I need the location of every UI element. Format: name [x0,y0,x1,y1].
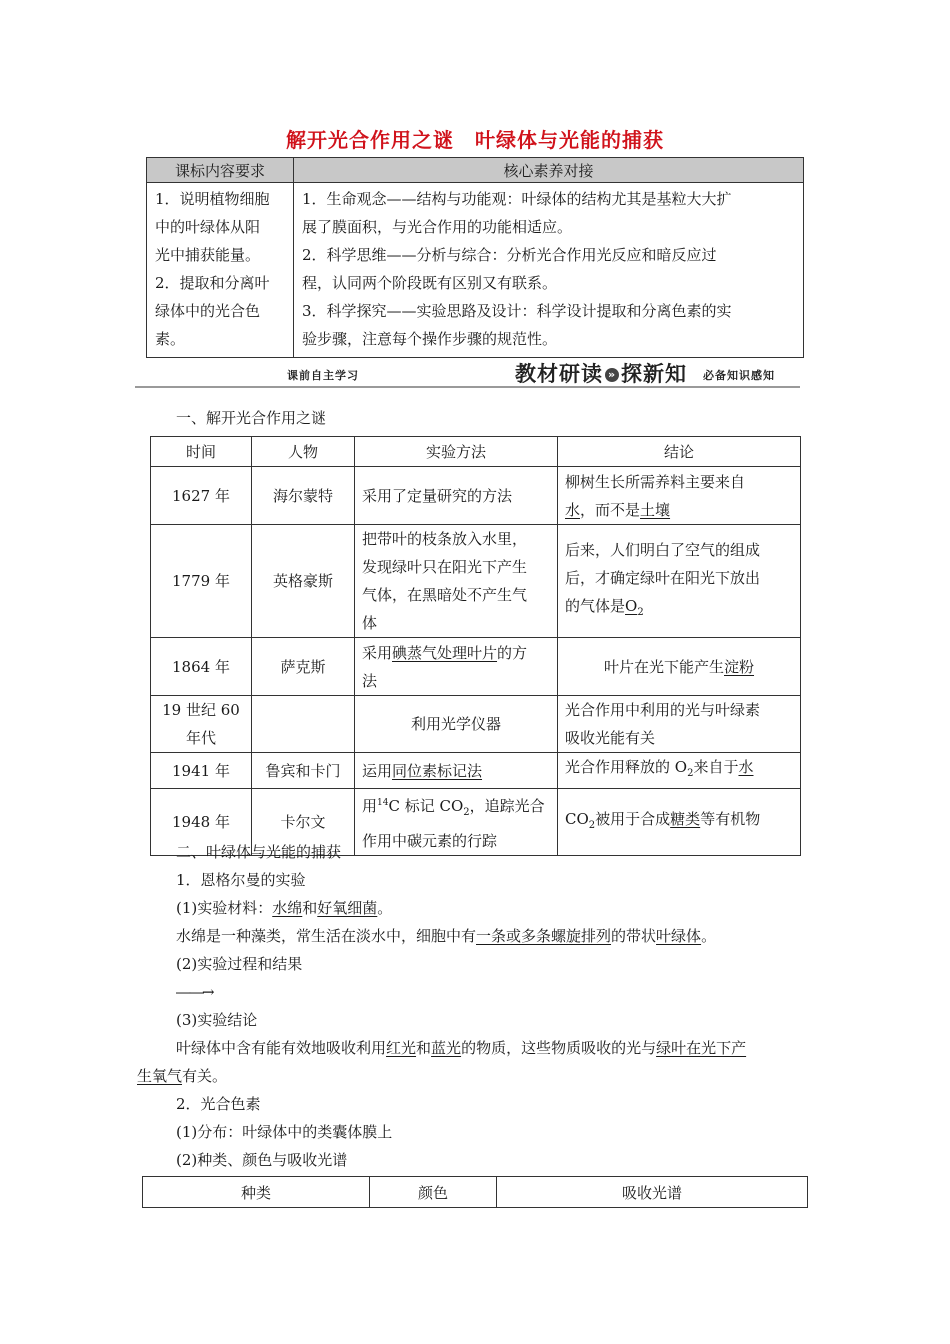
standards-header-requirements: 课标内容要求 [147,158,294,183]
table-row: 1864 年 萨克斯 采用碘蒸气处理叶片的方 法 叶片在光下能产生淀粉 [151,638,801,696]
section-banner [135,358,800,384]
table-row: 1941 年 鲁宾和卡门 运用同位素标记法 光合作用释放的 $O_2$来自于水 [151,753,801,789]
banner-arrow-icon: » [605,368,619,382]
process-heading: (2)实验过程和结果 [176,955,303,973]
material-line: (1)实验材料：水绵和好氧细菌。 [176,899,393,917]
conclusion-line-2: 生氧气有关。 [137,1067,228,1085]
table-row: 1948 年 卡尔文 用$^{14}$C 标记 $CO_2$，追踪光合 作用中碳元素的行踪 $CO_2$被用于合成糖类等有机物 [151,789,801,856]
standards-table [146,157,804,358]
banner-right-label: 必备知识感知 [703,369,775,382]
pigment-table [142,1176,808,1208]
page-title: 解开光合作用之谜 叶绿体与光能的捕获 [286,128,664,152]
history-table [150,436,801,856]
history-header-person: 人物 [252,437,355,467]
banner-main-title: 教材研读 » 探新知 [515,362,687,386]
pigment-header-color: 颜色 [370,1177,497,1208]
history-header-time: 时间 [151,437,252,467]
process-arrow-icon: ――→ [176,983,213,1001]
conclusion-heading: (3)实验结论 [176,1011,258,1029]
algae-line: 水绵是一种藻类，常生活在淡水中，细胞中有一条或多条螺旋排列的带状叶绿体。 [176,927,717,945]
table-row: 19 世纪 60 年代 利用光学仪器 光合作用中利用的光与叶绿素 吸收光能有关 [151,696,801,753]
item1-heading: 1．恩格尔曼的实验 [176,871,306,889]
history-header-method: 实验方法 [355,437,558,467]
standards-header-literacy: 核心素养对接 [294,158,804,183]
banner-divider [135,386,800,388]
standards-requirements-cell: 1．说明植物细胞 中的叶绿体从阳 光中捕获能量。 2．提取和分离叶 绿体中的光合色 素。 [147,183,294,358]
pigment-header-spectrum: 吸收光谱 [497,1177,808,1208]
types-heading: (2)种类、颜色与吸收光谱 [176,1151,348,1169]
standards-literacy-cell: 1．生命观念——结构与功能观：叶绿体的结构尤其是基粒大大扩 展了膜面积，与光合作用的功能相适应。 2．科学思维——分析与综合：分析光合作用光反应和暗反应过 程，认同两个阶段既有区别又有联系。 3．科学探究——实验思路及设计：科学设计提取和分离色素的实 验步骤，注意每个操作步骤的规范性。 [294,183,804,358]
conclusion-line-1: 叶绿体中含有能有效地吸收利用红光和蓝光的物质，这些物质吸收的光与绿叶在光下产 [176,1039,747,1057]
item2-heading: 2．光合色素 [176,1095,261,1113]
table-row: 1627 年 海尔蒙特 采用了定量研究的方法 柳树生长所需养料主要来自 水，而不是土壤 [151,467,801,525]
distribution-line: (1)分布：叶绿体中的类囊体膜上 [176,1123,393,1141]
table-row: 1779 年 英格豪斯 把带叶的枝条放入水里， 发现绿叶只在阳光下产生 气体，在黑暗处不产生气 体 后来，人们明白了空气的组成 后，才确定绿叶在阳光下放出 的气体是$O_2$ [151,525,801,638]
pigment-header-type: 种类 [143,1177,370,1208]
banner-left-label: 课前自主学习 [287,369,359,382]
section1-heading: 一、解开光合作用之谜 [176,409,327,427]
history-header-conclusion: 结论 [558,437,801,467]
section2-heading: 二、叶绿体与光能的捕获 [176,843,342,861]
